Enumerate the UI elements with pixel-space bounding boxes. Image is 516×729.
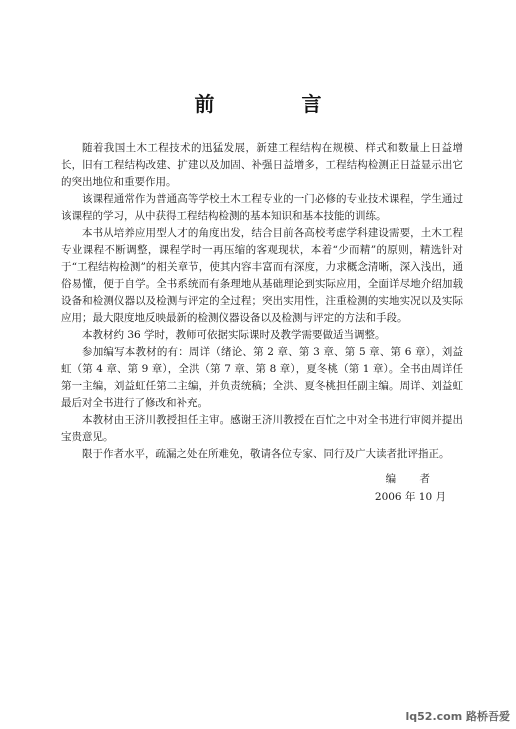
paragraph: 参加编写本教材的有：周详（绪论、第 2 章、第 3 章、第 5 章、第 6 章），刘益虹（第 4 章、第 9 章），全洪（第 7 章、第 8 章），夏冬桃（第 1 章）。全书由周详任第一主编，刘益虹任第二主编，并负责统稿；全洪、夏冬桃担任副主编。周详、刘益虹最后对全书进行了修改和补充。 bbox=[61, 346, 463, 409]
signature-date: 2006 年 10 月 bbox=[374, 491, 446, 503]
author-signature: 编 者 bbox=[385, 473, 440, 485]
paragraph: 该课程通常作为普通高等学校土木工程专业的一门必修的专业技术课程，学生通过该课程的学习，从中获得工程结构检测的基本知识和基本技能的训练。 bbox=[61, 193, 463, 222]
paragraph: 限于作者水平，疏漏之处在所难免，敬请各位专家、同行及广大读者批评指正。 bbox=[82, 448, 450, 460]
preface-body bbox=[61, 140, 463, 463]
paragraph: 本教材由王济川教授担任主审。感谢王济川教授在百忙之中对全书进行审阅并提出宝贵意见。 bbox=[61, 414, 463, 443]
paragraph: 本书从培养应用型人才的角度出发，结合目前各高校考虑学科建设需要，土木工程专业课程不断调整，课程学时一再压缩的客观现状，本着“少而精”的原则，精选针对于“工程结构检测”的相关章节，使其内容丰富而有深度，力求概念清晰，深入浅出，通俗易懂，便于自学。全书系统而有条理地从基础理论到实际应用，全面详尽地介绍加载设备和检测仪器以及检测与评定的全过程；突出实用性，注重检测的实地实况以及实际应用；最大限度地反映最新的检测仪器设备以及检测与评定的方法和手段。 bbox=[61, 227, 463, 324]
page-title: 前 言 bbox=[194, 92, 362, 116]
paragraph: 随着我国土木工程技术的迅猛发展，新建工程结构在规模、样式和数量上日益增长，旧有工程结构改建、扩建以及加固、补强日益增多，工程结构检测正日益显示出它的突出地位和重要作用。 bbox=[61, 142, 463, 188]
paragraph: 本教材约 36 学时，教师可依据实际课时及教学需要做适当调整。 bbox=[82, 329, 386, 341]
watermark-logo: lq52.com 路桥吾爱 bbox=[405, 710, 510, 723]
